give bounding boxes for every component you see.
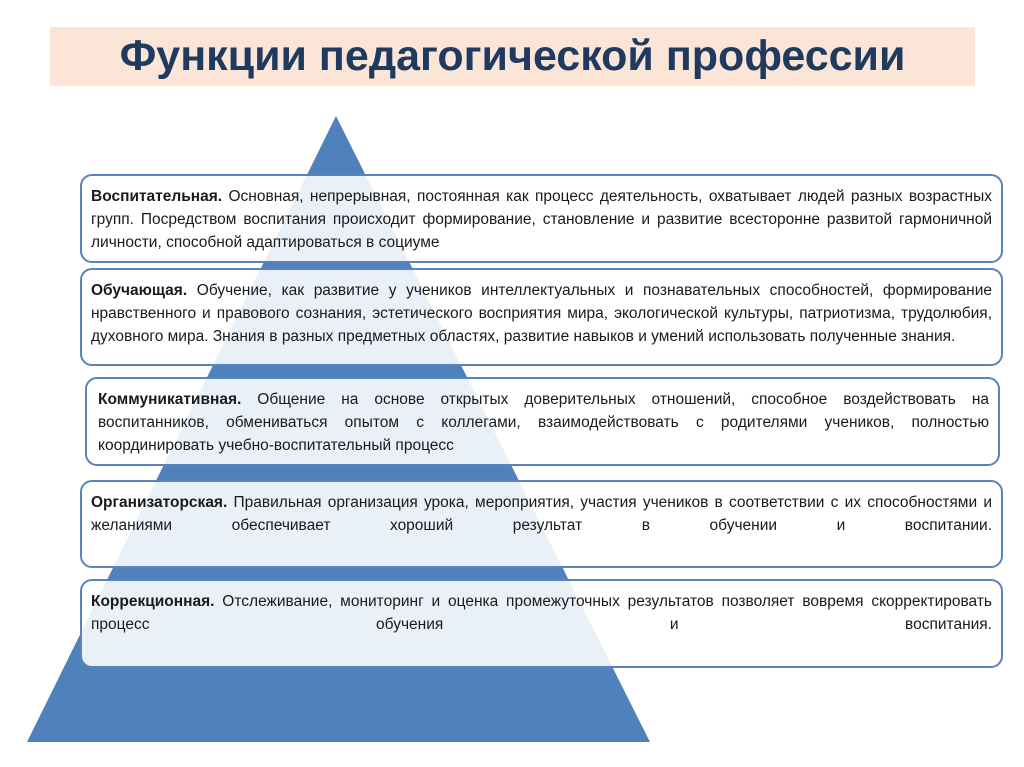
function-box-upbringing	[80, 174, 1003, 263]
function-description: Правильная организация урока, мероприятия, участия учеников в соответствии с их способностями и желаниями обеспечивает хороший результат в обучении и воспитании.	[91, 494, 992, 534]
function-box-teaching	[80, 268, 1003, 366]
function-box-correctional	[80, 579, 1003, 668]
function-name: Коррекционная.	[91, 593, 215, 610]
function-name: Организаторская.	[91, 494, 228, 511]
page-title: Функции педагогической профессии	[119, 32, 906, 80]
function-description: Обучение, как развитие у учеников интеллектуальных и познавательных способностей, формирование нравственного и правового сознания, эстетического восприятия мира, экологической культуры, патриотизма, трудолюбия, духовного мира. Знания в разных предметных областях, развитие навыков и умений использовать полученные знания.	[91, 282, 992, 345]
function-name: Коммуникативная.	[98, 391, 242, 408]
function-box-communicative	[85, 377, 1000, 466]
function-name: Воспитательная.	[91, 188, 223, 205]
function-name: Обучающая.	[91, 282, 188, 299]
function-description: Общение на основе открытых доверительных отношений, способное воздействовать на воспитанников, обмениваться опытом с коллегами, взаимодействовать с родителями учеников, полностью координировать учебно-воспитательный процесс	[98, 391, 989, 454]
function-description: Отслеживание, мониторинг и оценка промежуточных результатов позволяет вовремя скорректировать процесс обучения и воспитания.	[91, 593, 992, 633]
function-description: Основная, непрерывная, постоянная как процесс деятельность, охватывает людей разных возрастных групп. Посредством воспитания происходит формирование, становление и развитие всесторонне развитой гармоничной личности, способной адаптироваться в социуме	[91, 188, 992, 251]
function-box-organizational	[80, 480, 1003, 568]
